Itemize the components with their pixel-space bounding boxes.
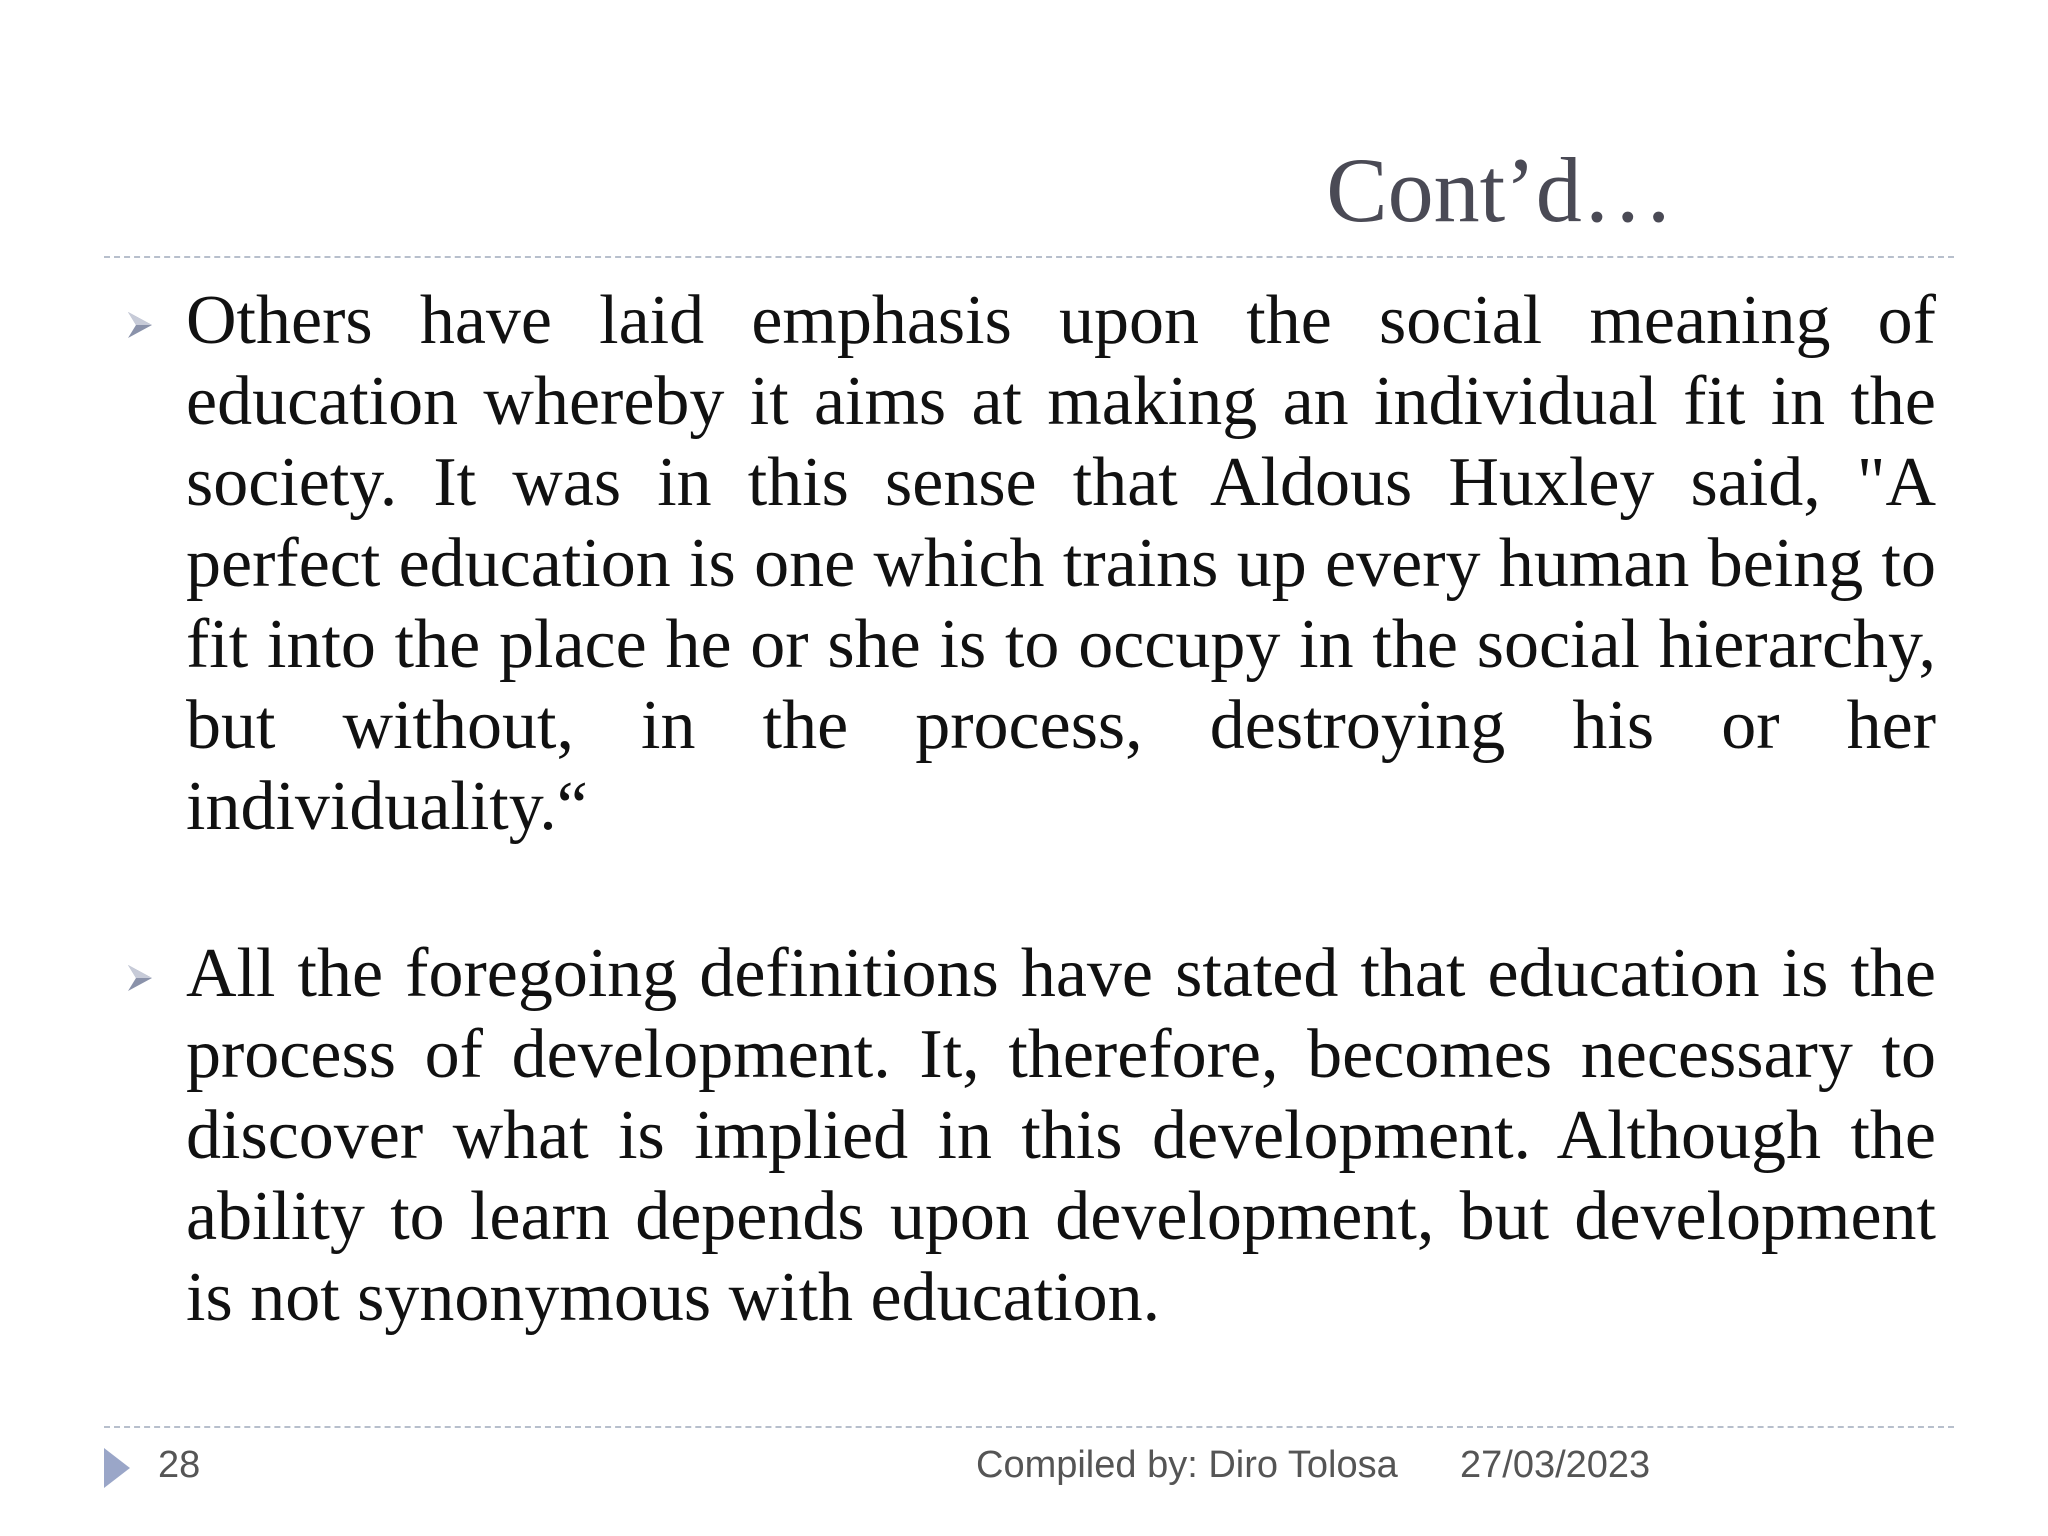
bullet-text: Others have laid emphasis upon the social meaning of education whereby it aims at making an individual fit in the society. It was in this sense that Aldous Huxley said, "A perfect education is one which trains up every human being to fit into the place he or she is to occupy in the social hierarchy, but without, in the process, destroying his or her individuality.“	[186, 282, 1936, 845]
footer-date: 27/03/2023	[1460, 1444, 1651, 1486]
arrow-bullet-icon	[120, 306, 158, 344]
footer-divider	[104, 1426, 1954, 1428]
bullet-text: All the foregoing definitions have stated that education is the process of development. It, therefore, becomes necessary to discover what is implied in this development. Although the ability to learn depends upon development, but development is not synonymous with education.	[186, 935, 1936, 1336]
bullet-item	[120, 933, 1940, 1338]
bullet-list	[120, 280, 1940, 1338]
slide-title: Cont’d…	[1326, 139, 1674, 241]
title-divider	[104, 256, 1954, 258]
triangle-play-icon	[102, 1446, 132, 1490]
footer-author: Compiled by: Diro Tolosa	[976, 1444, 1398, 1486]
bullet-item	[120, 280, 1940, 847]
page-number: 28	[158, 1444, 201, 1486]
arrow-bullet-icon	[120, 959, 158, 997]
